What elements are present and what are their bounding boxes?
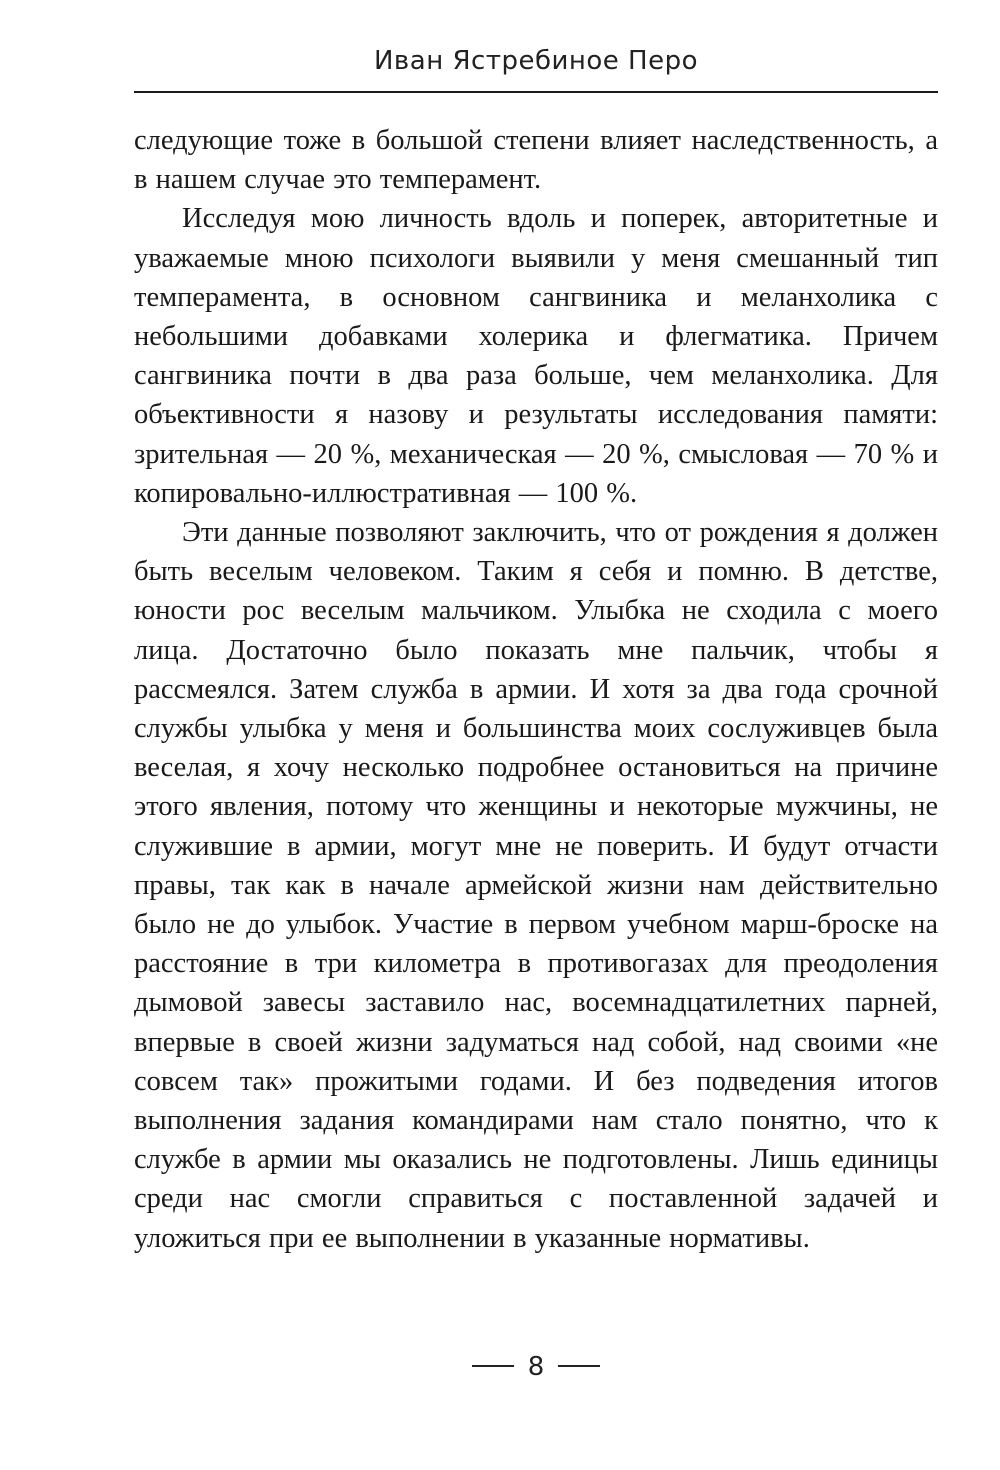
page-number: 8 — [527, 1352, 545, 1382]
page-number-footer — [134, 1352, 938, 1382]
paragraph-1: следующие тоже в большой степени влияет наследственность, а в нашем случае это темперамент. — [134, 125, 938, 196]
paragraph-3: Эти данные позволяют заключить, что от рождения я должен быть веселым человеком. Таким я себя и помню. В детстве, юности рос веселым мальчиком. Улыбка не сходила с моего лица. Достаточно было показать мне пальчик, чтобы я рассмеялся. Затем служба в армии. И хотя за два года срочной службы улыбка у меня и большинства моих сослуживцев была веселая, я хочу несколько подробнее остановиться на причине этого явления, потому что женщины и некоторые мужчины, не служившие в армии, могут мне не поверить. И будут отчасти правы, так как в начале армейской жизни нам действительно было не до улыбок. Участие в первом учебном марш-броске на расстояние в три километра в противогазах для преодоления дымовой завесы заставило нас, восемнадцатилетних парней, впервые в своей жизни задуматься над собой, над своими «не совсем так» прожитыми годами. И без подведения итогов выполнения задания командирами нам стало понятно, что к службе в армии мы оказались не подготовлены. Лишь единицы среди нас смогли справиться с поставленной задачей и уложиться при ее выполнении в указанные нормативы. — [134, 517, 938, 1254]
header-rule — [134, 91, 938, 93]
paragraph-2: Исследуя мою личность вдоль и поперек, авторитетные и уважаемые мною психологи выявили у меня смешанный тип темперамента, в основном сангвиника и меланхолика с небольшими добавками холерика и флегматика. Причем сангвиника почти в два раза больше, чем меланхолика. Для объективности я назову и результаты исследования памяти: зрительная — 20 %, механическая — 20 %, смысловая — 70 % и копировально-иллюстративная — 100 %. — [134, 203, 938, 509]
running-header-title: Иван Ястребиное Перо — [373, 46, 699, 76]
page-number-dash-left — [472, 1365, 514, 1367]
body-text — [134, 121, 938, 1258]
page-number-dash-right — [558, 1365, 600, 1367]
